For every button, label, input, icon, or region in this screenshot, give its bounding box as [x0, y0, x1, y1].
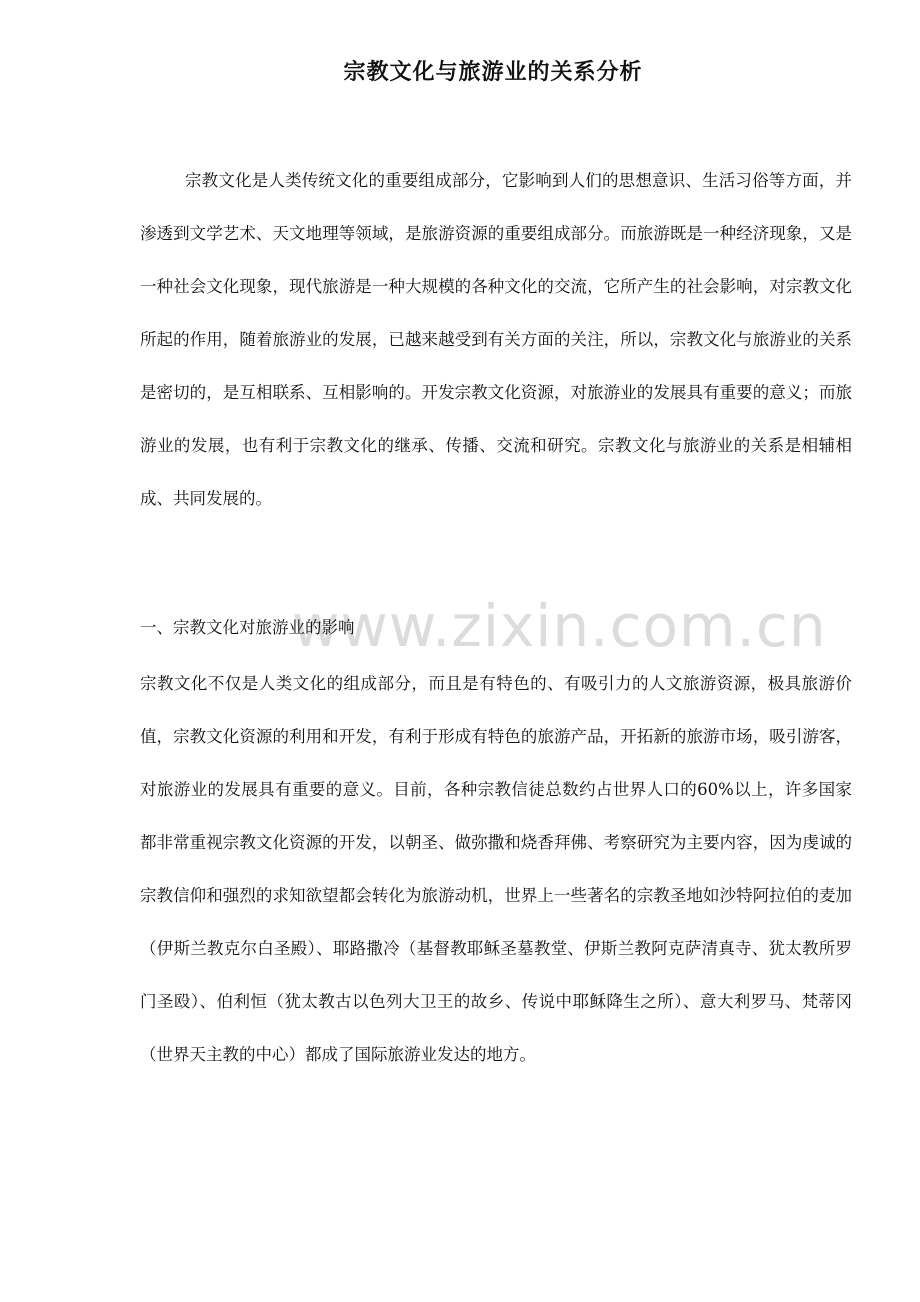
section-paragraph: 宗教文化不仅是人类文化的组成部分，而且是有特色的、有吸引力的人文旅游资源，极具旅游价值，宗教文化资源的利用和开发，有利于形成有特色的旅游产品，开拓新的旅游市场，吸引游客，对旅游业的发展具有重要的意义。目前，各种宗教信徒总数约占世界人口的60%以上，许多国家都非常重视宗教文化资源的开发，以朝圣、做弥撒和烧香拜佛、考察研究为主要内容，因为虔诚的宗教信仰和强烈的求知欲望都会转化为旅游动机，世界上一些著名的宗教圣地如沙特阿拉伯的麦加（伊斯兰教克尔白圣殿）、耶路撒冷（基督教耶稣圣墓教堂、伊斯兰教阿克萨清真寺、犹太教所罗门圣殴）、伯利恒（犹太教古以色列大卫王的故乡、传说中耶稣降生之所）、意大利罗马、梵蒂冈（世界天主教的中心）都成了国际旅游业发达的地方。 [140, 674, 852, 1064]
section-heading: 一、宗教文化对旅游业的影响 [140, 618, 355, 637]
intro-paragraph: 宗教文化是人类传统文化的重要组成部分，它影响到人们的思想意识、生活习俗等方面，并渗透到文学艺术、天文地理等领域，是旅游资源的重要组成部分。而旅游既是一种经济现象，又是一种社会文化现象，现代旅游是一种大规模的各种文化的交流，它所产生的社会影响，对宗教文化所起的作用，随着旅游业的发展，已越来越受到有关方面的关注，所以，宗教文化与旅游业的关系是密切的，是互相联系、互相影响的。开发宗教文化资源，对旅游业的发展具有重要的意义；而旅游业的发展，也有利于宗教文化的继承、传播、交流和研究。宗教文化与旅游业的关系是相辅相成、共同发展的。 [140, 171, 852, 508]
document-title: 宗教文化与旅游业的关系分析 [343, 59, 643, 85]
watermark: www.zixin.com.cn [292, 592, 827, 660]
